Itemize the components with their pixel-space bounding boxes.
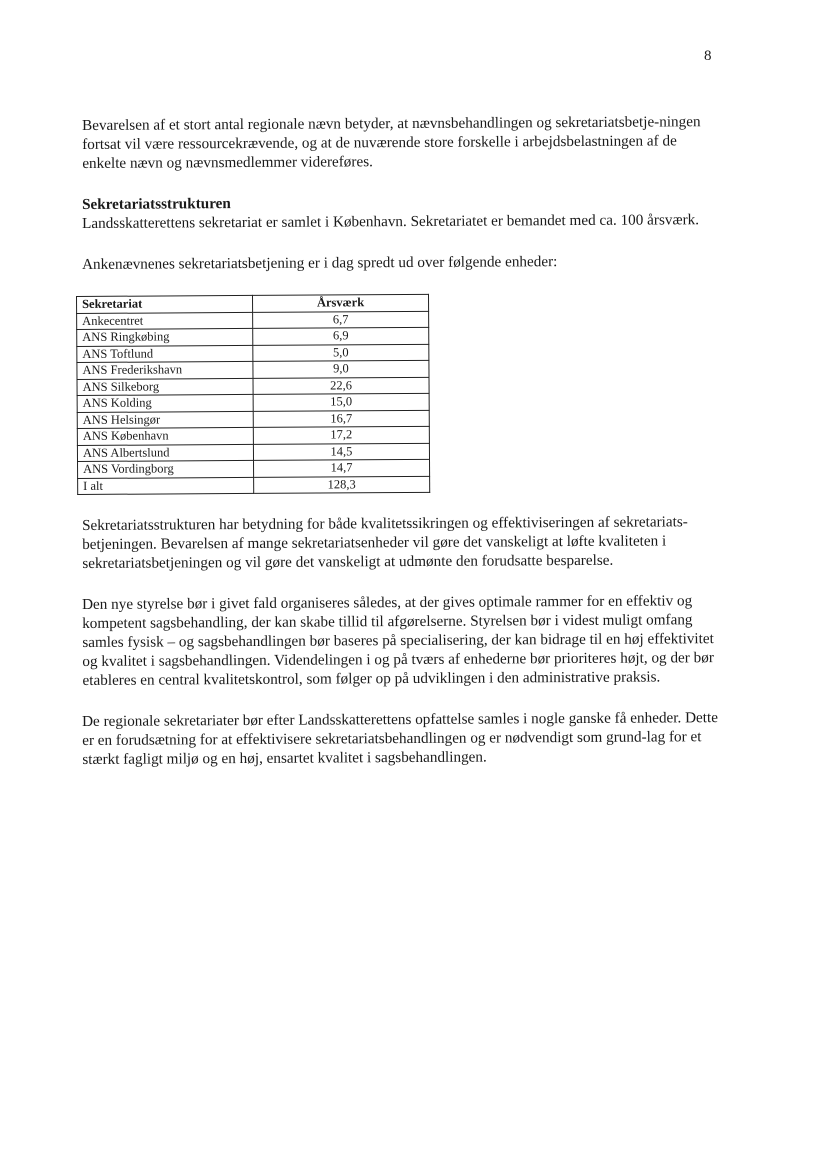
paragraph-struktur-betydning: Sekretariatsstrukturen har betydning for både kvalitetssikringen og effektiviseringen af sekretariats-betjeningen. Bevarelsen af mange sekretariatsenheder vil gøre det vanskeligt at løfte kvaliteten i sekretariatsbetjeningen og vil gøre det vanskeligt at udmønte den forudsatte besparelse.: [82, 513, 688, 572]
paragraph-table-intro: Ankenævnenes sekretariatsbetjening er i dag spredt ud over følgende enheder:: [82, 253, 558, 273]
table-header-sekretariat: Sekretariat: [77, 295, 253, 313]
table-cell-name: ANS København: [77, 427, 253, 445]
table-cell-name: Ankecentret: [77, 312, 253, 330]
table-cell-value: 15,0: [253, 393, 429, 411]
table-cell-value: 17,2: [253, 426, 429, 444]
section-sekretariatsstruktur: [82, 195, 722, 233]
table-cell-value: 14,5: [253, 443, 429, 461]
table-cell-value: 5,0: [253, 344, 429, 362]
table-cell-name: ANS Albertslund: [77, 444, 253, 462]
paragraph-intro: Bevarelsen af et stort antal regionale nævn betyder, at nævnsbehandlingen og sekretariatsbetje-ningen fortsat vil være ressourcekrævende, og at de nuværende store forskelle i arbejdsbelastningen af de enkelte nævn og nævnsmedlemmer videreføres.: [82, 113, 701, 172]
table-total-row: [78, 476, 430, 495]
table-cell-name: ANS Toftlund: [77, 345, 253, 363]
document-body: [82, 113, 722, 791]
table-cell-name: ANS Helsingør: [77, 411, 253, 429]
section-heading: Sekretariatsstrukturen: [82, 195, 231, 213]
table-header-aarsvaerk: Årsværk: [252, 294, 428, 312]
table-cell-name: ANS Ringkøbing: [77, 328, 253, 346]
table-cell-value: 14,7: [254, 459, 430, 477]
table-cell-total-value: 128,3: [254, 476, 430, 494]
table-cell-name: ANS Vordingborg: [78, 460, 254, 478]
sekretariat-table: [76, 294, 430, 495]
paragraph-ny-styrelse: Den nye styrelse bør i givet fald organiseres således, at der gives optimale rammer for en effektiv og kompetent sagsbehandling, der kan skabe tillid til afgørelserne. Styrelsen bør i videst muligt omfang samles fysisk – og sagsbehandlingen bør baseres på specialisering, der kan bidrage til en høj effektivitet og kvalitet i sagsbehandlingen. Videndelingen i og på tværs af enhederne bør prioriteres højt, og der bør etableres en central kvalitetskontrol, som følger op på udviklingen i den administrative praksis.: [82, 592, 714, 689]
table-cell-name: ANS Kolding: [77, 394, 253, 412]
table-cell-value: 6,9: [253, 327, 429, 345]
paragraph-regionale-sekretariater: De regionale sekretariater bør efter Landsskatterettens opfattelse samles i nogle ganske få enheder. Dette er en forudsætning for at effektivisere sekretariatsbehandlingen og er nødvendigt som grund-lag for et stærkt fagligt miljø og en høj, ensartet kvalitet i sagsbehandlingen.: [82, 709, 719, 768]
table-cell-value: 16,7: [253, 410, 429, 428]
page-number: 8: [704, 48, 712, 64]
table-cell-name: ANS Frederikshavn: [77, 361, 253, 379]
table-cell-value: 6,7: [253, 311, 429, 329]
table-cell-value: 9,0: [253, 360, 429, 378]
table-cell-name: ANS Silkeborg: [77, 378, 253, 396]
table-cell-value: 22,6: [253, 377, 429, 395]
table-cell-total-label: I alt: [78, 477, 254, 495]
paragraph-landsskatteretten: Landsskatterettens sekretariat er samlet i København. Sekretariatet er bemandet med ca. 100 årsværk.: [82, 211, 700, 232]
